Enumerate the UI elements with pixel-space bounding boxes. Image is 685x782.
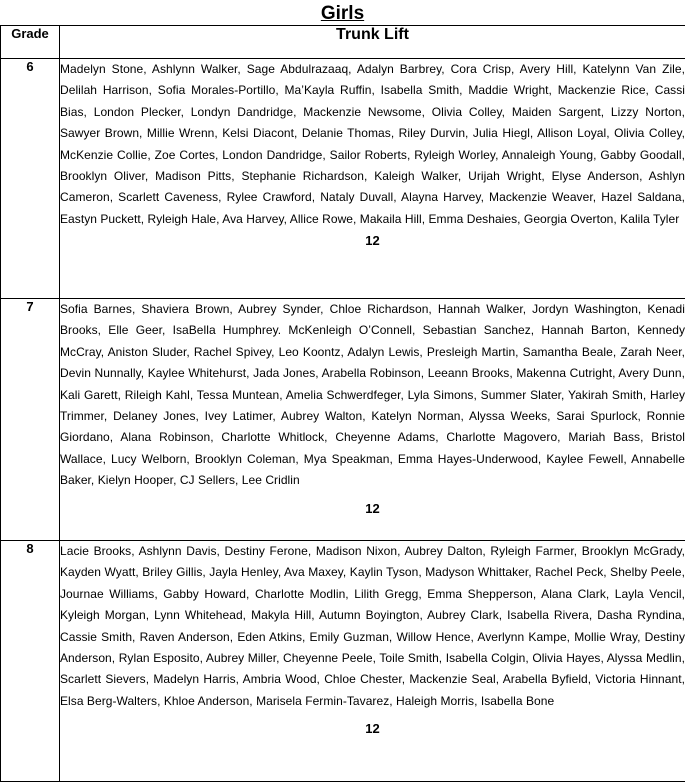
event-column-header: Trunk Lift: [60, 26, 685, 59]
score-value: 12: [60, 718, 685, 739]
student-names: Madelyn Stone, Ashlynn Walker, Sage Abdulrazaaq, Adalyn Barbrey, Cora Crisp, Avery Hill, Katelynn Van Zile, Delilah Harrison, Sofia Morales-Portillo, Ma’Kayla Ruffin, Isabella Smith, Maddie Wright, Mackenzie Rice, Cassi Bias, London Plecker, Londyn Dandridge, Mackenzie Newsome, Olivia Colley, Maiden Sargent, Lizzy Norton, Sawyer Brown, Millie Wrenn, Kelsi Diacont, Delanie Thomas, Riley Durvin, Julia Hiegl, Allison Loyal, Olivia Colley, McKenzie Collie, Zoe Cortes, London Dandridge, Sailor Roberts, Ryleigh Worley, Annaleigh Young, Gabby Goodall, Brooklyn Oliver, Madison Pitts, Stephanie Richardson, Kaleigh Walker, Urijah Wright, Elyse Anderson, Ashlyn Cameron, Scarlett Caveness, Rylee Crawford, Nataly Duvall, Alayna Harvey, Mackenzie Weaver, Hazel Saldana, Eastyn Puckett, Ryleigh Hale, Ava Harvey, Allice Rowe, Makaila Hill, Emma Deshaies, Georgia Overton, Kalila Tyler: [60, 59, 685, 230]
page-title: Girls: [0, 3, 685, 25]
trunk-lift-cell: [60, 299, 685, 541]
grade-cell: 7: [1, 299, 60, 541]
grade-6-row: [1, 59, 685, 299]
trunk-lift-cell: [60, 59, 685, 299]
grade-8-row: [1, 541, 685, 782]
grade-cell: 6: [1, 59, 60, 299]
header-row: [1, 26, 685, 59]
results-table: [0, 25, 685, 782]
score-value: 12: [60, 498, 685, 519]
student-names: Sofia Barnes, Shaviera Brown, Aubrey Synder, Chloe Richardson, Hannah Walker, Jordyn Washington, Kenadi Brooks, Elle Geer, IsaBella Humphrey. McKenleigh O’Connell, Sebastian Sanchez, Hannah Barton, Kennedy McCray, Aniston Sluder, Rachel Spivey, Leo Koontz, Adalyn Lewis, Presleigh Martin, Samantha Beale, Zarah Neer, Devin Nunnally, Kaylee Whitehurst, Jada Jones, Arabella Robinson, Leeann Brooks, Makenna Cutright, Avery Dunn, Kali Garett, Rileigh Kahl, Tessa Muntean, Amelia Schwerdfeger, Lyla Simons, Summer Slater, Yakirah Smith, Harley Trimmer, Delaney Jones, Ivey Latimer, Aubrey Walton, Katelyn Norman, Alyssa Weeks, Sarai Spurlock, Ronnie Giordano, Alana Robinson, Charlotte Whitlock, Cheyenne Adams, Charlotte Magovero, Mariah Bass, Bristol Wallace, Lucy Welborn, Brooklyn Coleman, Mya Speakman, Emma Hayes-Underwood, Kaylee Fewell, Annabelle Baker, Kielyn Hooper, CJ Sellers, Lee Cridlin: [60, 299, 685, 492]
trunk-lift-cell: [60, 541, 685, 782]
grade-cell: 8: [1, 541, 60, 782]
score-value: 12: [60, 230, 685, 251]
grade-column-header: Grade: [1, 26, 60, 59]
student-names: Lacie Brooks, Ashlynn Davis, Destiny Ferone, Madison Nixon, Aubrey Dalton, Ryleigh Farmer, Brooklyn McGrady, Kayden Wyatt, Briley Gillis, Jayla Henley, Ava Maxey, Kaylin Tyson, Madyson Whittaker, Rachel Peck, Shelby Peele, Journae Williams, Gabby Howard, Charlotte Modlin, Lilith Gregg, Emma Shepperson, Alana Clark, Layla Vencil, Kyleigh Morgan, Lynn Whitehead, Makyla Hill, Autumn Boyington, Aubrey Clark, Isabella Rivera, Dasha Ryndina, Cassie Smith, Raven Anderson, Eden Atkins, Emily Guzman, Willow Hence, Averlynn Kampe, Mollie Wray, Destiny Anderson, Rylan Esposito, Aubrey Miller, Cheyenne Peele, Toile Smith, Isabella Colgin, Olivia Hayes, Alyssa Medlin, Scarlett Sievers, Madelyn Harris, Ambria Wood, Chloe Chester, Mackenzie Seal, Arabella Byfield, Victoria Hinnant, Elsa Berg-Walters, Khloe Anderson, Marisela Fermin-Tavarez, Haleigh Morris, Isabella Bone: [60, 541, 685, 712]
grade-7-row: [1, 299, 685, 541]
